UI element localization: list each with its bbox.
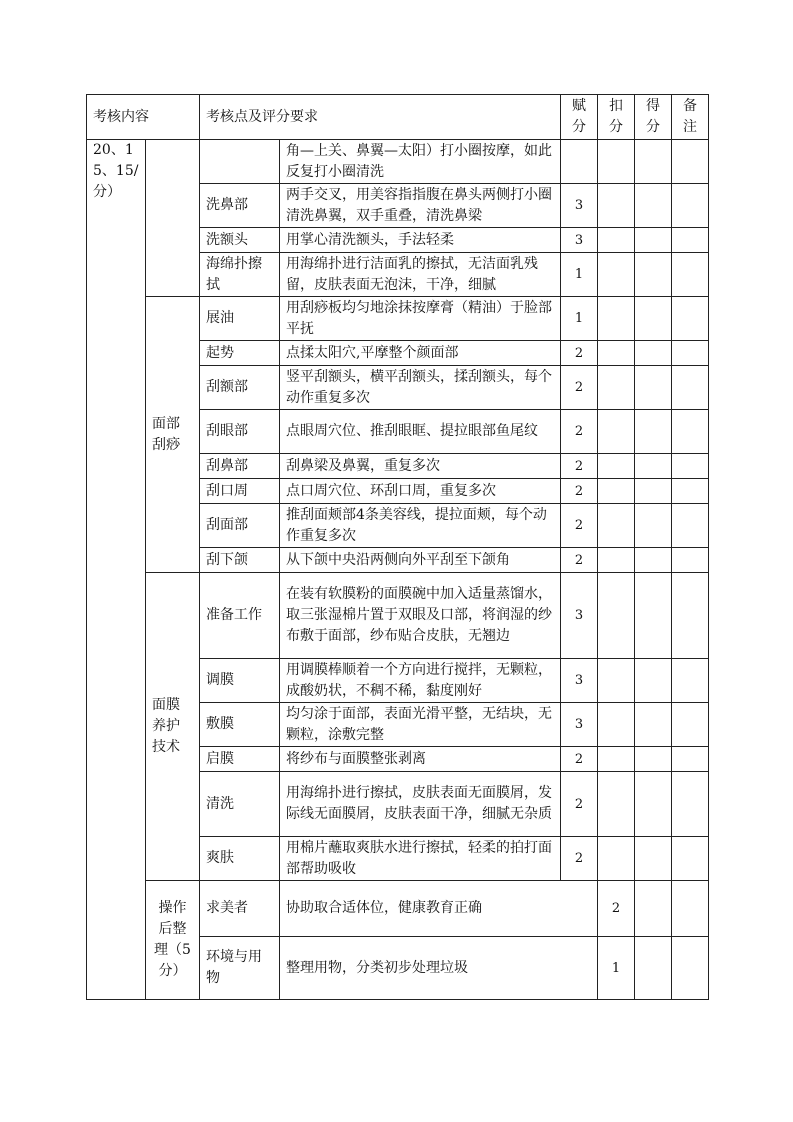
desc-cell: 用调膜棒顺着一个方向进行搅拌，无颗粒，成酸奶状，不稠不稀，黏度刚好 bbox=[280, 659, 561, 703]
remarks-cell[interactable] bbox=[672, 228, 709, 253]
remarks-cell[interactable] bbox=[672, 479, 709, 504]
score-cell[interactable] bbox=[635, 703, 672, 747]
deduct-cell[interactable] bbox=[598, 454, 635, 479]
table-row bbox=[87, 881, 709, 937]
desc-cell: 用棉片蘸取爽肤水进行擦拭，轻柔的拍打面部帮助吸收 bbox=[280, 837, 561, 881]
desc-cell: 从下颌中央沿两侧向外平刮至下颌角 bbox=[280, 548, 561, 573]
score-cell[interactable] bbox=[635, 184, 672, 228]
deduct-cell[interactable] bbox=[598, 504, 635, 548]
deduct-cell[interactable] bbox=[598, 659, 635, 703]
points-cell: 2 bbox=[598, 881, 635, 937]
points-cell: 2 bbox=[561, 366, 598, 410]
points-cell: 1 bbox=[561, 253, 598, 297]
remarks-cell[interactable] bbox=[672, 454, 709, 479]
points-cell: 2 bbox=[561, 504, 598, 548]
header-content: 考核内容 bbox=[87, 95, 200, 140]
desc-cell: 均匀涂于面部，表面光滑平整，无结块，无颗粒，涂敷完整 bbox=[280, 703, 561, 747]
score-cell[interactable] bbox=[635, 140, 672, 184]
desc-cell: 竖平刮额头，横平刮额头，揉刮额头，每个动作重复多次 bbox=[280, 366, 561, 410]
header-assigned: 赋分 bbox=[561, 95, 598, 140]
points-cell: 2 bbox=[561, 341, 598, 366]
score-cell[interactable] bbox=[635, 341, 672, 366]
table-row bbox=[87, 297, 709, 341]
points-cell: 2 bbox=[561, 410, 598, 454]
remarks-cell[interactable] bbox=[672, 504, 709, 548]
score-cell[interactable] bbox=[635, 772, 672, 837]
item-cell: 洗鼻部 bbox=[200, 184, 280, 228]
item-cell: 海绵扑擦拭 bbox=[200, 253, 280, 297]
header-requirements: 考核点及评分要求 bbox=[200, 95, 561, 140]
points-cell: 2 bbox=[561, 837, 598, 881]
score-cell[interactable] bbox=[672, 881, 709, 937]
table-row bbox=[87, 140, 709, 184]
desc-cell: 点眼周穴位、推刮眼眶、提拉眼部鱼尾纹 bbox=[280, 410, 561, 454]
deduct-cell[interactable] bbox=[598, 573, 635, 659]
deduct-cell[interactable] bbox=[598, 548, 635, 573]
points-cell: 3 bbox=[561, 228, 598, 253]
item-cell: 洗额头 bbox=[200, 228, 280, 253]
points-cell: 3 bbox=[561, 573, 598, 659]
category-cell bbox=[146, 140, 200, 297]
item-cell: 调膜 bbox=[200, 659, 280, 703]
score-cell[interactable] bbox=[635, 410, 672, 454]
item-cell: 求美者 bbox=[200, 881, 280, 937]
deduct-cell[interactable] bbox=[598, 366, 635, 410]
deduct-cell[interactable] bbox=[598, 140, 635, 184]
category-guasha: 面部刮痧 bbox=[146, 297, 200, 573]
points-cell: 1 bbox=[561, 297, 598, 341]
points-cell: 3 bbox=[561, 703, 598, 747]
category-mask: 面膜养护技术 bbox=[146, 573, 200, 881]
remarks-cell[interactable] bbox=[672, 747, 709, 772]
deduct-cell[interactable] bbox=[598, 184, 635, 228]
score-cell[interactable] bbox=[635, 454, 672, 479]
header-score: 得分 bbox=[635, 95, 672, 140]
desc-cell: 用海绵扑进行洁面乳的擦拭，无洁面乳残留，皮肤表面无泡沫，干净，细腻 bbox=[280, 253, 561, 297]
item-cell: 爽肤 bbox=[200, 837, 280, 881]
desc-cell: 整理用物，分类初步处理垃圾 bbox=[280, 937, 598, 1000]
points-cell: 2 bbox=[561, 479, 598, 504]
remarks-cell[interactable] bbox=[672, 703, 709, 747]
desc-cell: 两手交叉，用美容指指腹在鼻头两侧打小圈清洗鼻翼，双手重叠，清洗鼻梁 bbox=[280, 184, 561, 228]
desc-cell: 将纱布与面膜整张剥离 bbox=[280, 747, 561, 772]
item-cell: 刮下颌 bbox=[200, 548, 280, 573]
desc-cell: 用刮痧板均匀地涂抹按摩膏（精油）于脸部平抚 bbox=[280, 297, 561, 341]
remarks-cell[interactable] bbox=[672, 548, 709, 573]
table-header-row bbox=[87, 95, 709, 140]
points-cell: 2 bbox=[561, 747, 598, 772]
score-cell[interactable] bbox=[635, 297, 672, 341]
item-cell: 起势 bbox=[200, 341, 280, 366]
desc-cell: 用掌心清洗额头，手法轻柔 bbox=[280, 228, 561, 253]
points-cell: 2 bbox=[561, 454, 598, 479]
item-cell: 展油 bbox=[200, 297, 280, 341]
item-cell bbox=[200, 140, 280, 184]
item-cell: 敷膜 bbox=[200, 703, 280, 747]
remarks-cell[interactable] bbox=[672, 366, 709, 410]
remarks-cell[interactable] bbox=[672, 140, 709, 184]
item-cell: 刮口周 bbox=[200, 479, 280, 504]
deduct-cell[interactable] bbox=[598, 228, 635, 253]
score-cell[interactable] bbox=[635, 228, 672, 253]
points-cell: 3 bbox=[561, 659, 598, 703]
section-score: 20、15、15/分） bbox=[87, 140, 146, 1000]
remarks-cell[interactable] bbox=[672, 184, 709, 228]
header-deduct: 扣分 bbox=[598, 95, 635, 140]
remarks-cell[interactable] bbox=[672, 297, 709, 341]
deduct-cell[interactable] bbox=[635, 881, 672, 937]
item-cell: 准备工作 bbox=[200, 573, 280, 659]
remarks-cell[interactable] bbox=[672, 772, 709, 837]
item-cell: 清洗 bbox=[200, 772, 280, 837]
deduct-cell[interactable] bbox=[598, 253, 635, 297]
score-cell[interactable] bbox=[635, 747, 672, 772]
desc-cell: 在装有软膜粉的面膜碗中加入适量蒸馏水，取三张湿棉片置于双眼及口部，将润湿的纱布敷于面部，纱布贴合皮肤，无翘边 bbox=[280, 573, 561, 659]
score-cell[interactable] bbox=[635, 504, 672, 548]
remarks-cell[interactable] bbox=[672, 573, 709, 659]
deduct-cell[interactable] bbox=[598, 410, 635, 454]
item-cell: 刮额部 bbox=[200, 366, 280, 410]
desc-cell: 推刮面颊部4条美容线，提拉面颊，每个动作重复多次 bbox=[280, 504, 561, 548]
item-cell: 环境与用物 bbox=[200, 937, 280, 1000]
deduct-cell[interactable] bbox=[598, 837, 635, 881]
desc-cell: 点揉太阳穴,平摩整个颜面部 bbox=[280, 341, 561, 366]
deduct-cell[interactable] bbox=[598, 479, 635, 504]
score-cell[interactable] bbox=[635, 548, 672, 573]
item-cell: 刮鼻部 bbox=[200, 454, 280, 479]
score-cell[interactable] bbox=[635, 479, 672, 504]
score-cell[interactable] bbox=[635, 573, 672, 659]
points-cell: 2 bbox=[561, 772, 598, 837]
score-cell[interactable] bbox=[635, 659, 672, 703]
item-cell: 启膜 bbox=[200, 747, 280, 772]
deduct-cell[interactable] bbox=[598, 747, 635, 772]
deduct-cell[interactable] bbox=[598, 341, 635, 366]
score-cell[interactable] bbox=[635, 837, 672, 881]
score-cell[interactable] bbox=[635, 253, 672, 297]
header-remarks: 备注 bbox=[672, 95, 709, 140]
points-cell: 2 bbox=[561, 548, 598, 573]
desc-cell: 点口周穴位、环刮口周，重复多次 bbox=[280, 479, 561, 504]
score-cell[interactable] bbox=[635, 366, 672, 410]
remarks-cell[interactable] bbox=[672, 837, 709, 881]
deduct-cell[interactable] bbox=[635, 937, 672, 1000]
deduct-cell[interactable] bbox=[598, 703, 635, 747]
desc-cell: 刮鼻梁及鼻翼，重复多次 bbox=[280, 454, 561, 479]
points-cell: 1 bbox=[598, 937, 635, 1000]
item-cell: 刮眼部 bbox=[200, 410, 280, 454]
remarks-cell[interactable] bbox=[672, 659, 709, 703]
score-cell[interactable] bbox=[672, 937, 709, 1000]
deduct-cell[interactable] bbox=[598, 772, 635, 837]
desc-cell: 角—上关、鼻翼—太阳）打小圈按摩，如此反复打小圈清洗 bbox=[280, 140, 561, 184]
assessment-table bbox=[86, 94, 709, 1000]
remarks-cell[interactable] bbox=[672, 341, 709, 366]
remarks-cell[interactable] bbox=[672, 253, 709, 297]
points-cell bbox=[561, 140, 598, 184]
section-post: 操作后整理（5分） bbox=[146, 881, 200, 1000]
points-cell: 3 bbox=[561, 184, 598, 228]
deduct-cell[interactable] bbox=[598, 297, 635, 341]
remarks-cell[interactable] bbox=[672, 410, 709, 454]
desc-cell: 协助取合适体位，健康教育正确 bbox=[280, 881, 598, 937]
item-cell: 刮面部 bbox=[200, 504, 280, 548]
table-row bbox=[87, 573, 709, 659]
desc-cell: 用海绵扑进行擦拭，皮肤表面无面膜屑，发际线无面膜屑，皮肤表面干净，细腻无杂质 bbox=[280, 772, 561, 837]
